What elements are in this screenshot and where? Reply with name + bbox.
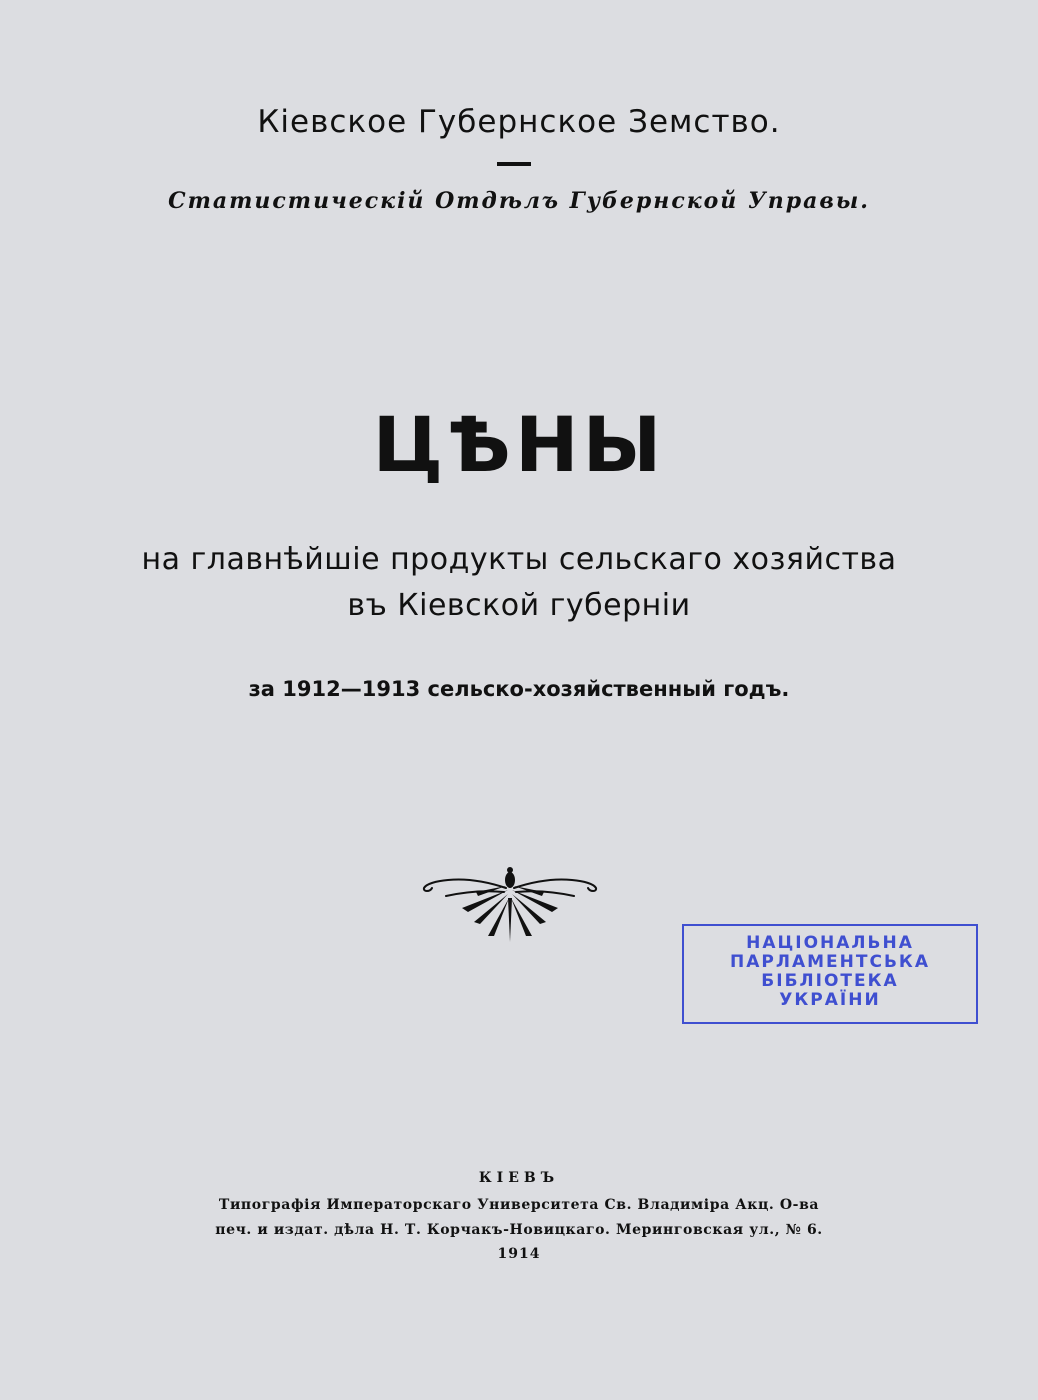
floral-ornament-icon bbox=[418, 862, 602, 946]
publisher-name: Кіевское Губернское Земство. bbox=[257, 104, 781, 140]
stamp-line-4: УКРАЇНИ bbox=[779, 990, 881, 1010]
separator-dash bbox=[497, 162, 531, 166]
imprint-press-line-1: Типографія Императорскаго Университета Св. Владиміра Акц. О-ва bbox=[218, 1197, 820, 1213]
main-title: ЦѢНЫ bbox=[372, 400, 666, 489]
imprint-press-line-2: печ. и издат. дѣла Н. Т. Корчакъ-Новицкаго. Меринговская ул., № 6. bbox=[215, 1222, 823, 1238]
library-stamp bbox=[682, 924, 978, 1024]
stamp-line-1: НАЦІОНАЛЬНА bbox=[746, 933, 914, 953]
department-name: Статистическій Отдѣлъ Губернской Управы. bbox=[168, 188, 870, 214]
subtitle-line-1: на главнѣйшіе продукты сельскаго хозяйства bbox=[141, 542, 897, 577]
subtitle-line-2: въ Кіевской губерніи bbox=[347, 588, 691, 623]
stamp-line-3: БІБЛІОТЕКА bbox=[761, 971, 899, 991]
stamp-line-2: ПАРЛАМЕНТСЬКА bbox=[730, 952, 930, 972]
period-line: за 1912—1913 сельско-хозяйственный годъ. bbox=[248, 677, 790, 701]
imprint-city: КІЕВЪ bbox=[478, 1170, 560, 1186]
imprint-year: 1914 bbox=[497, 1246, 541, 1262]
